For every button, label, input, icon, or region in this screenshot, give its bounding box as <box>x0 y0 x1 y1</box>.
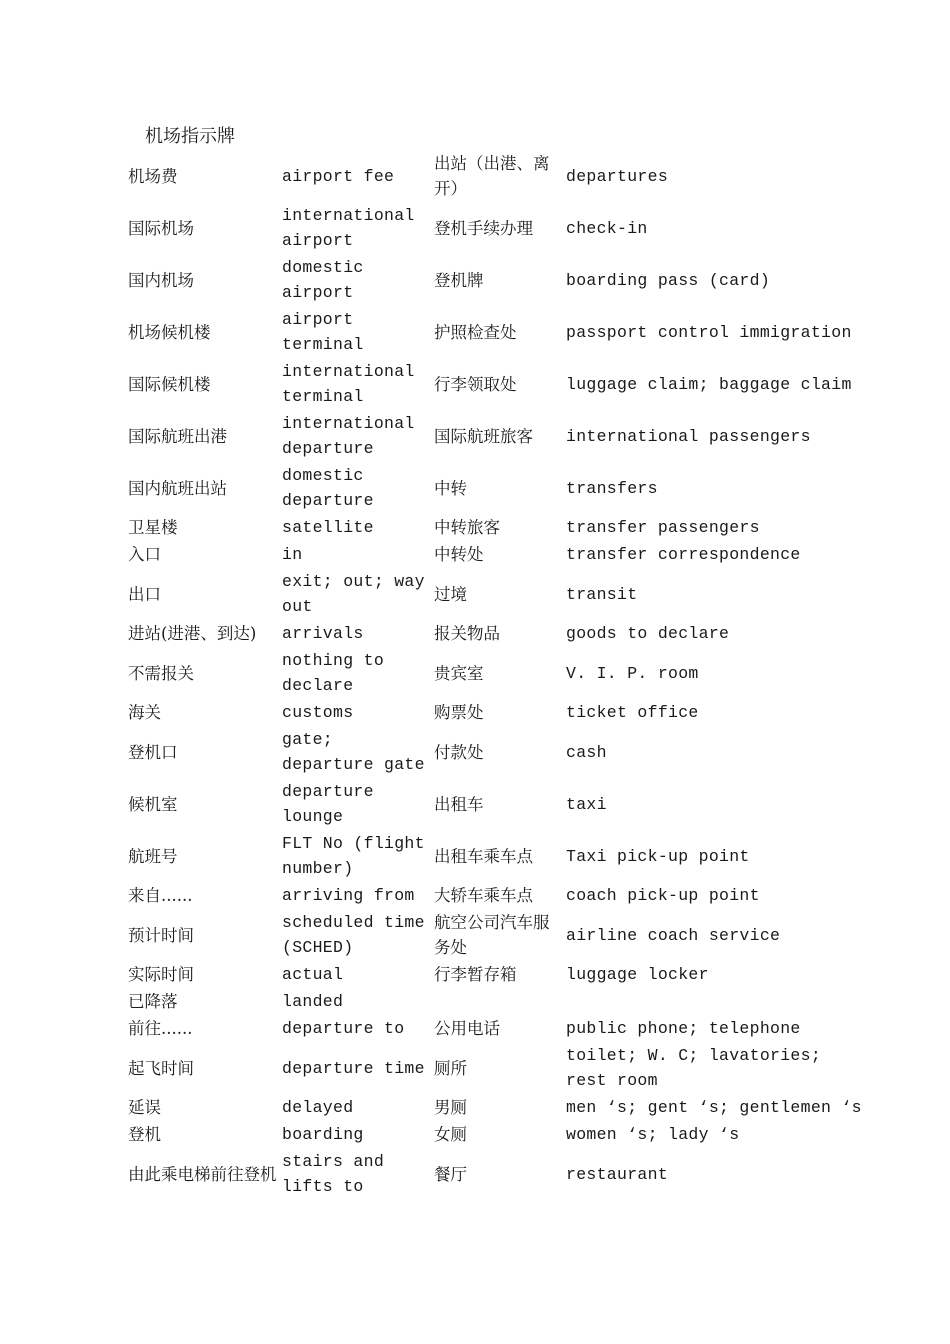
chinese-term: 男厕 <box>434 1098 467 1117</box>
table-row <box>126 514 866 541</box>
chinese-term: 国际航班出港 <box>128 426 227 446</box>
table-row <box>126 358 866 410</box>
english-term: satellite <box>282 518 374 537</box>
chinese-term: 国内机场 <box>128 270 194 290</box>
table-row <box>126 882 866 909</box>
chinese-term: 女厕 <box>434 1125 467 1144</box>
english-term: airline coach service <box>566 925 781 945</box>
chinese-term: 前往...... <box>128 1019 193 1038</box>
chinese-term: 中转旅客 <box>434 518 500 537</box>
table-row <box>126 778 866 830</box>
table-row <box>126 202 866 254</box>
table-row <box>126 1121 866 1148</box>
english-term: international airport <box>282 206 415 250</box>
chinese-term: 航班号 <box>128 846 178 866</box>
english-term: landed <box>282 992 344 1011</box>
chinese-term: 出租车 <box>434 794 484 814</box>
table-row <box>126 961 866 988</box>
english-term: cash <box>566 742 607 762</box>
table-row <box>126 306 866 358</box>
table-row <box>126 1148 866 1200</box>
table-row <box>126 541 866 568</box>
chinese-term: 实际时间 <box>128 965 194 984</box>
chinese-term: 候机室 <box>128 794 178 814</box>
chinese-term: 过境 <box>434 584 467 604</box>
table-row <box>126 1015 866 1042</box>
english-term: domestic airport <box>282 258 364 302</box>
table-row <box>126 568 866 620</box>
english-term: V. I. P. room <box>566 663 699 683</box>
english-term: luggage claim; baggage claim <box>566 374 852 394</box>
chinese-term: 登机 <box>128 1125 161 1144</box>
english-term: restaurant <box>566 1164 669 1184</box>
english-term: goods to declare <box>566 624 730 643</box>
english-term: women ‘s; lady ‘s <box>566 1125 740 1144</box>
table-row <box>126 150 866 202</box>
table-row <box>126 620 866 647</box>
english-term: departure to <box>282 1019 405 1038</box>
chinese-term: 机场候机楼 <box>128 322 211 342</box>
english-term: delayed <box>282 1098 354 1117</box>
table-row <box>126 410 866 462</box>
chinese-term: 航空公司汽车服务处 <box>434 913 550 957</box>
table-row <box>126 1094 866 1121</box>
chinese-term: 延误 <box>128 1098 161 1117</box>
chinese-term: 贵宾室 <box>434 663 484 683</box>
table-row <box>126 647 866 699</box>
chinese-term: 由此乘电梯前往登机 <box>128 1164 277 1184</box>
english-term: FLT No (flight number) <box>282 834 425 878</box>
chinese-term: 中转 <box>434 478 467 498</box>
english-term: departure time <box>282 1058 425 1078</box>
chinese-term: 行李领取处 <box>434 374 517 394</box>
table-row <box>126 699 866 726</box>
chinese-term: 大轿车乘车点 <box>434 886 533 905</box>
chinese-term: 公用电话 <box>434 1019 500 1038</box>
english-term: international departure <box>282 414 415 458</box>
chinese-term: 进站(进港、到达) <box>128 624 257 643</box>
english-term: taxi <box>566 794 607 814</box>
english-term: transit <box>566 584 638 604</box>
chinese-term: 国际机场 <box>128 218 194 238</box>
table-row <box>126 462 866 514</box>
english-term: domestic departure <box>282 466 374 510</box>
page-title: 机场指示牌 <box>145 126 235 147</box>
table-row <box>126 909 866 961</box>
table-row <box>126 254 866 306</box>
chinese-term <box>432 988 564 1015</box>
english-term: international terminal <box>282 362 415 406</box>
english-term: international passengers <box>566 426 811 446</box>
english-term: exit; out; way out <box>282 572 425 616</box>
english-term: luggage locker <box>566 965 709 984</box>
chinese-term: 国际候机楼 <box>128 374 211 394</box>
english-term: departure lounge <box>282 782 374 826</box>
english-term: nothing to declare <box>282 651 385 695</box>
chinese-term: 餐厅 <box>434 1164 467 1184</box>
english-term: Taxi pick-up point <box>566 846 750 866</box>
chinese-term: 来自...... <box>128 886 193 905</box>
english-term: gate; departure gate <box>282 730 425 774</box>
table-row <box>126 1042 866 1094</box>
chinese-term: 已降落 <box>128 992 178 1011</box>
english-term: transfer passengers <box>566 518 760 537</box>
english-term: public phone; telephone <box>566 1019 801 1038</box>
chinese-term: 国内航班出站 <box>128 478 227 498</box>
english-term: stairs and lifts to <box>282 1152 385 1196</box>
chinese-term: 登机口 <box>128 742 178 762</box>
chinese-term: 护照检查处 <box>434 322 517 342</box>
english-term: airport fee <box>282 166 395 186</box>
english-term: airport terminal <box>282 310 364 354</box>
english-term: check-in <box>566 218 648 238</box>
table-row <box>126 830 866 882</box>
chinese-term: 预计时间 <box>128 925 194 945</box>
chinese-term: 付款处 <box>434 742 484 762</box>
table-row <box>126 988 866 1015</box>
chinese-term: 登机牌 <box>434 270 484 290</box>
english-term: departures <box>566 166 669 186</box>
english-term: in <box>282 545 303 564</box>
english-term <box>564 988 866 1015</box>
english-term: coach pick-up point <box>566 886 760 905</box>
english-term: scheduled time (SCHED) <box>282 913 425 957</box>
chinese-term: 登机手续办理 <box>434 218 533 238</box>
english-term: boarding pass (card) <box>566 270 771 290</box>
chinese-term: 中转处 <box>434 545 484 564</box>
english-term: toilet; W. C; lavatories; rest room <box>566 1046 822 1090</box>
english-term: actual <box>282 965 344 984</box>
chinese-term: 起飞时间 <box>128 1058 194 1078</box>
chinese-term: 报关物品 <box>434 624 500 643</box>
chinese-term: 厕所 <box>434 1058 467 1078</box>
table-row <box>126 726 866 778</box>
chinese-term: 海关 <box>128 703 161 722</box>
chinese-term: 入口 <box>128 545 161 564</box>
english-term: transfer correspondence <box>566 545 801 564</box>
english-term: arriving from <box>282 886 415 905</box>
english-term: transfers <box>566 478 658 498</box>
chinese-term: 出站（出港、离开） <box>434 154 550 198</box>
chinese-term: 行李暂存箱 <box>434 965 517 984</box>
english-term: men ‘s; gent ‘s; gentlemen ‘s <box>566 1098 862 1117</box>
vocabulary-table <box>126 150 866 1200</box>
chinese-term: 卫星楼 <box>128 518 178 537</box>
chinese-term: 不需报关 <box>128 663 194 683</box>
english-term: passport control immigration <box>566 322 852 342</box>
english-term: boarding <box>282 1125 364 1144</box>
chinese-term: 国际航班旅客 <box>434 426 533 446</box>
chinese-term: 购票处 <box>434 703 484 722</box>
english-term: ticket office <box>566 703 699 722</box>
english-term: customs <box>282 703 354 722</box>
chinese-term: 出租车乘车点 <box>434 846 533 866</box>
chinese-term: 机场费 <box>128 166 178 186</box>
chinese-term: 出口 <box>128 584 161 604</box>
english-term: arrivals <box>282 624 364 643</box>
